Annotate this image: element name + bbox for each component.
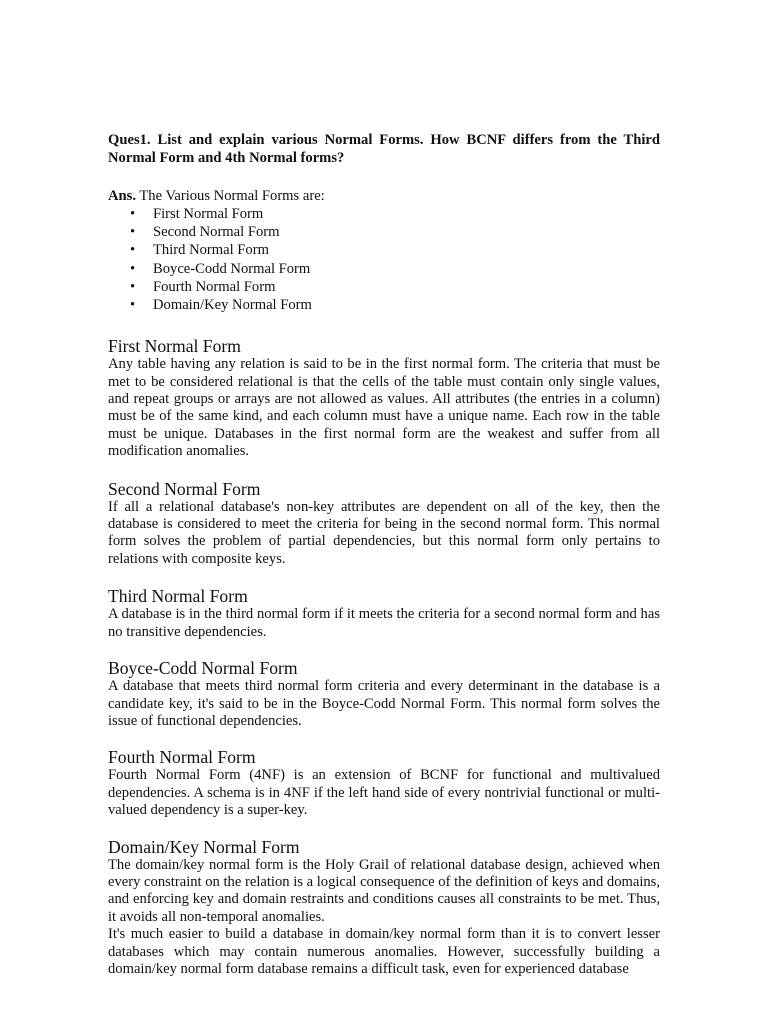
list-item	[108, 260, 660, 278]
list-item-label: Third Normal Form	[153, 242, 269, 259]
document-body	[108, 131, 660, 978]
section-paragraph: It's much easier to build a database in domain/key normal form than it is to convert lesser databases which may contain numerous anomalies. However, successfully building a domain/key normal form database remains a difficult task, even for experienced database	[108, 926, 660, 977]
section-boyce-codd-normal-form	[108, 658, 660, 730]
section-paragraph: The domain/key normal form is the Holy Grail of relational database design, achieved when every constraint on the relation is a logical consequence of the definition of keys and domains, and enforcing key and domain restraints and conditions causes all constraints to be met. Thus, it avoids all non-temporal anomalies.	[108, 856, 660, 925]
answer-label: Ans.	[108, 188, 136, 204]
section-first-normal-form	[108, 336, 660, 460]
section-heading: Second Normal Form	[108, 478, 261, 499]
list-item-label: Fourth Normal Form	[153, 278, 276, 295]
section-heading: Boyce-Codd Normal Form	[108, 658, 298, 679]
section-heading: First Normal Form	[108, 336, 241, 357]
section-paragraph: A database is in the third normal form if it meets the criteria for a second normal form and has no transitive dependencies.	[108, 606, 660, 640]
list-item	[108, 223, 660, 241]
section-heading: Fourth Normal Form	[108, 747, 256, 768]
section-paragraph: Fourth Normal Form (4NF) is an extension of BCNF for functional and multivalued dependencies. A schema is in 4NF if the left hand side of every nontrivial functional or multi-valued dependency is a super-key.	[108, 767, 660, 819]
list-item	[108, 296, 660, 314]
question-heading: Ques1. List and explain various Normal Forms. How BCNF differs from the Third Normal Form and 4th Normal forms?	[108, 132, 660, 166]
section-fourth-normal-form	[108, 747, 660, 819]
list-item	[108, 205, 660, 223]
list-item-label: Domain/Key Normal Form	[153, 297, 312, 314]
answer-intro-text: The Various Normal Forms are:	[135, 188, 325, 204]
list-item-label: Boyce-Codd Normal Form	[153, 260, 311, 277]
bullet-icon: •	[130, 242, 136, 259]
bullet-icon: •	[130, 224, 136, 241]
bullet-icon: •	[130, 260, 136, 277]
section-domain-key-normal-form	[108, 837, 660, 979]
bullet-icon: •	[130, 278, 136, 295]
section-third-normal-form	[108, 586, 660, 641]
answer-intro	[108, 187, 660, 205]
list-item-label: First Normal Form	[153, 206, 264, 222]
bullet-icon: •	[130, 297, 136, 314]
section-heading: Third Normal Form	[108, 586, 248, 607]
list-item-label: Second Normal Form	[153, 224, 280, 241]
list-item	[108, 241, 660, 259]
section-paragraph: A database that meets third normal form criteria and every determinant in the database is a candidate key, it's said to be in the Boyce-Codd Normal Form. This normal form solves the issue of functional dependencies.	[108, 678, 660, 729]
normal-forms-list	[108, 205, 660, 314]
section-heading: Domain/Key Normal Form	[108, 836, 300, 857]
section-paragraph: If all a relational database's non-key attributes are dependent on all of the key, then the database is considered to meet the criteria for being in the second normal form. This normal form solves the problem of partial dependencies, but this normal form only pertains to relations with composite keys.	[108, 498, 660, 567]
list-item	[108, 278, 660, 296]
section-second-normal-form	[108, 479, 660, 569]
section-paragraph: Any table having any relation is said to be in the first normal form. The criteria that must be met to be considered relational is that the cells of the table must contain only single values, and repeat groups or arrays are not allowed as values. All attributes (the entries in a column) must be of the same kind, and each column must have a unique name. Each row in the table must be unique. Databases in the first normal form are the weakest and suffer from all modification anomalies.	[108, 356, 660, 460]
bullet-icon: •	[130, 206, 136, 222]
